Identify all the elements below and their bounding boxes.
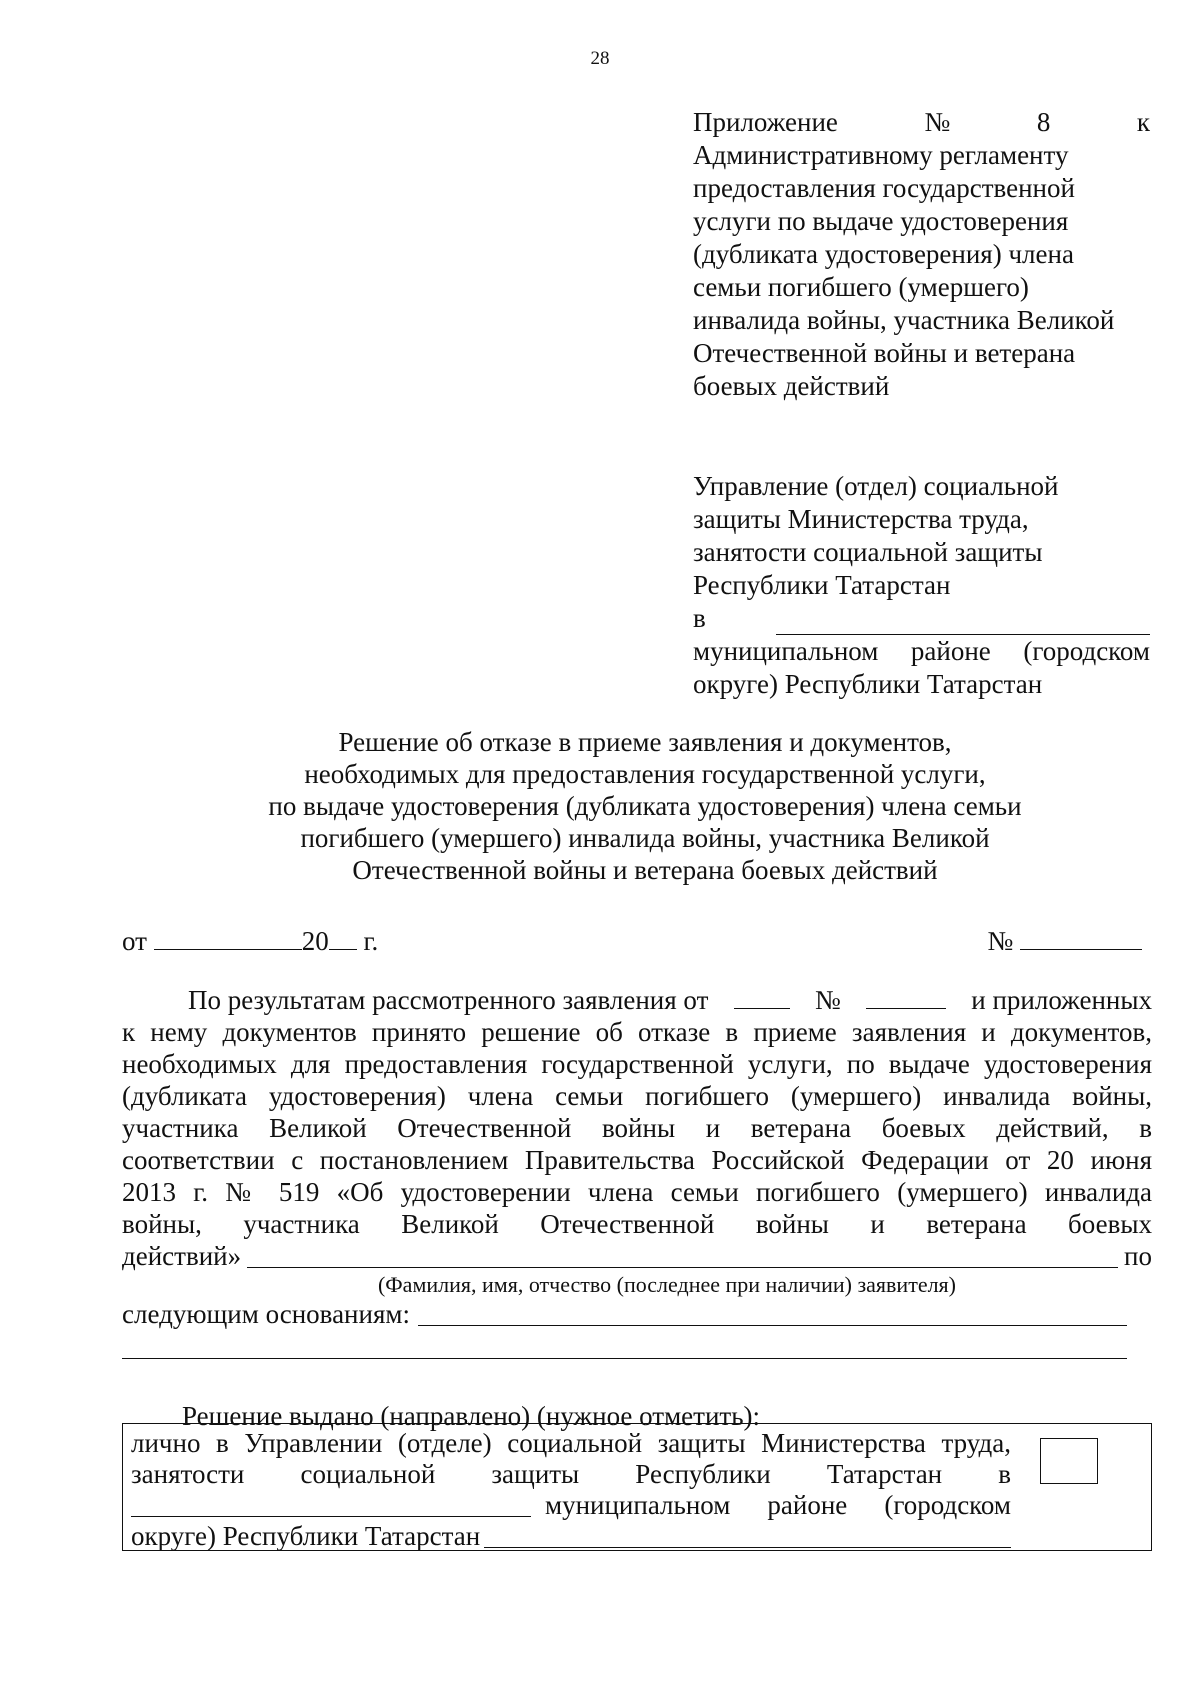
district-blank-field[interactable] <box>776 608 1150 635</box>
recipient-line: округе) Республики Татарстан <box>693 669 1043 699</box>
recipient-line: Управление (отдел) социальной <box>693 471 1059 501</box>
body-line: (дубликата удостоверения) члена семьи погибшего (умершего) инвалида войны, <box>122 1081 1152 1111</box>
body-line: 2013 г. № 519 «Об удостоверении члена семьи погибшего (умершего) инвалида <box>122 1177 1152 1207</box>
appendix-line: (дубликата удостоверения) члена <box>693 239 1074 269</box>
body-line: необходимых для предоставления государственной услуги, по выдаче удостоверения <box>122 1049 1152 1079</box>
delivery-option-in-person: лично в Управлении (отделе) социальной защиты Министерства труда, занятости социальной защиты Республики Татарстан в муниципальном районе (городском округе) Республики Татарстан <box>131 1428 1011 1551</box>
body-line: соответствии с постановлением Правительства Российской Федерации от 20 июня <box>122 1145 1152 1175</box>
recipient-line: Республики Татарстан <box>693 570 951 600</box>
body-line: войны, участника Великой Отечественной войны и ветерана боевых <box>122 1209 1152 1239</box>
grounds-row: следующим основаниям: <box>122 1298 1127 1330</box>
date-blank-field[interactable] <box>154 925 302 950</box>
number-blank-field[interactable] <box>1020 925 1142 950</box>
recipient-district-row: в <box>693 602 1150 635</box>
grounds-continuation-blank[interactable] <box>122 1330 1127 1359</box>
application-date-blank[interactable] <box>734 984 790 1009</box>
appendix-line: боевых действий <box>693 371 890 401</box>
year-blank-field[interactable] <box>329 925 357 950</box>
office-district-blank[interactable] <box>131 1492 531 1517</box>
recipient-line: занятости социальной защиты <box>693 537 1043 567</box>
applicant-row: действий» по <box>122 1241 1152 1271</box>
appendix-first-line: Приложение № 8 к <box>693 107 1150 137</box>
body-line: участника Великой Отечественной войны и ветерана боевых действий, в <box>122 1113 1152 1143</box>
recipient-line: муниципальном районе (городском <box>693 636 1150 666</box>
document-title: Решение об отказе в приеме заявления и документов, необходимых для предоставления государственной услуги, по выдаче удостоверения (дубликата удостоверения) члена семьи погибшего (умершего) инвалида войны, участника Великой Отечественной войны и ветерана боевых действий <box>268 727 1022 885</box>
appendix-line: Отечественной войны и ветерана <box>693 338 1076 368</box>
applicant-hint: (Фамилия, имя, отчество (последнее при наличии) заявителя) <box>377 1272 957 1297</box>
office-blank-end[interactable] <box>484 1523 1011 1548</box>
decision-body <box>122 984 1152 1359</box>
appendix-line: семьи погибшего (умершего) <box>693 272 1029 302</box>
grounds-blank-field[interactable] <box>418 1299 1127 1326</box>
appendix-line: услуги по выдаче удостоверения <box>693 206 1069 236</box>
delivery-options-table <box>122 1423 1152 1551</box>
in-person-checkbox[interactable] <box>1040 1438 1098 1484</box>
number-field: № <box>987 925 1142 957</box>
issued-label: Решение выдано (направлено) (нужное отметить): <box>182 1401 761 1431</box>
application-number-blank[interactable] <box>866 984 946 1009</box>
body-line: По результатам рассмотренного заявления от № и приложенных <box>188 985 1152 1015</box>
recipient-block <box>693 470 1150 701</box>
appendix-block <box>693 106 1150 403</box>
recipient-line: защиты Министерства труда, <box>693 504 1029 534</box>
page-number: 28 <box>590 48 610 69</box>
date-field: от 20 г. <box>122 926 379 956</box>
appendix-line: Административному регламенту <box>693 140 1069 170</box>
appendix-line: предоставления государственной <box>693 173 1075 203</box>
applicant-name-blank[interactable] <box>247 1241 1118 1268</box>
date-number-row <box>122 925 1142 957</box>
body-line: к нему документов принято решение об отказе в приеме заявления и документов, <box>122 1017 1152 1047</box>
appendix-line: инвалида войны, участника Великой <box>693 305 1115 335</box>
